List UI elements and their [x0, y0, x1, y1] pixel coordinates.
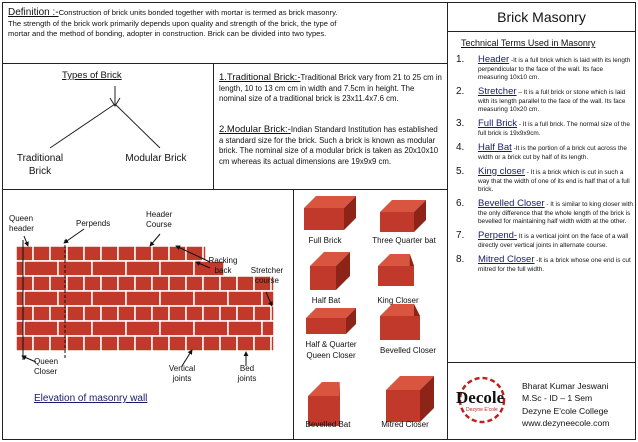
author-info — [522, 380, 609, 430]
logo — [452, 374, 516, 430]
modular-label: 2.Modular Brick:- — [219, 124, 291, 135]
logo-text: Decole — [456, 388, 505, 407]
author-college: Dezyne E'cole College — [522, 405, 609, 416]
label-queen-closer: Queen Closer — [34, 357, 59, 377]
modular-body: Indian Standard Institution has established a standard size for the brick. Such a brick is known as modular brick. The nominal size of a modular brick is taken as 20x10x10 cm whereas its actual dimensions are 19x9x9 cm. — [219, 125, 439, 166]
cap-three-quarter: Three Quarter bat — [372, 236, 436, 245]
cap-full-brick: Full Brick — [308, 236, 342, 245]
types-heading: Types of Brick — [62, 70, 122, 81]
term-num: 4. — [456, 141, 465, 153]
term-num: 3. — [456, 118, 465, 130]
term-num: 7. — [456, 229, 465, 241]
term-text: -It is a full brick which is laid with its length perpendicular to the face of the wall. Its face measuring 10x10 cm. — [478, 57, 631, 82]
terms-heading: Technical Terms Used in Masonry — [461, 38, 596, 48]
cap-bevelled-closer: Bevelled Closer — [379, 346, 437, 355]
term-name: Header — [478, 54, 510, 65]
wall-caption: Elevation of masonry wall — [34, 393, 148, 404]
mitred-closer-shape — [386, 376, 434, 422]
cap-king-closer: King Closer — [377, 296, 419, 305]
cap-half-bat: Half Bat — [311, 296, 341, 305]
definition-line3: mortar and the method of bonding, adopter in construction. — [8, 28, 206, 38]
term-num: 6. — [456, 197, 465, 209]
page-title: Brick Masonry — [497, 9, 586, 25]
cap-mitred-closer: Mitred Closer — [381, 420, 429, 429]
term-name: Perpend- — [478, 229, 518, 241]
traditional-label: 1.Traditional Brick:- — [219, 72, 301, 83]
term-item — [456, 198, 634, 227]
term-text: – It is a full brick or stone which is laid with its length parallel to the face of the wall. Its face measuring 10x20 cm. — [478, 89, 626, 114]
wall-leader-lines — [0, 0, 300, 442]
term-name: Half Bat — [478, 141, 512, 153]
cap-half-queen: Half & Quarter Queen Closer — [305, 340, 357, 360]
term-name: King closer — [478, 165, 525, 177]
term-item — [456, 54, 634, 83]
half-bat-shape — [310, 252, 350, 290]
author-website: www.dezyneecole.com — [522, 418, 610, 429]
terms-list — [456, 54, 634, 278]
term-text: It is a vertical joint on the face of a wall directly over vertical joints in alternate course. — [478, 232, 629, 249]
term-num: 1. — [456, 54, 465, 65]
label-stretcher-course: Stretcher course — [250, 266, 284, 286]
term-text: -It is a brick whose one end is cut mitred for the full width. — [478, 256, 631, 273]
full-brick-shape — [304, 196, 356, 230]
logo-subtext: Dezyne E'cole — [466, 407, 498, 413]
definition-line4: Brick can be divided into two types. — [207, 28, 327, 38]
term-num: 2. — [456, 86, 465, 98]
term-name: Mitred Closer — [478, 253, 535, 265]
term-num: 5. — [456, 165, 465, 177]
term-item — [456, 254, 634, 274]
term-name: Full Brick — [478, 118, 518, 130]
definition-line1: Construction of brick units bonded together with mortar is termed as brick masonry. — [58, 8, 338, 17]
term-item — [456, 230, 634, 250]
term-item — [456, 118, 634, 138]
definition-line2: The strength of the brick work primarily depends upon quality and strength of the brick, the type of — [8, 19, 337, 28]
label-vertical-joints: Vertical joints — [168, 364, 196, 384]
term-text: - It is a full brick. The normal size of the full brick is 19x9x9cm. — [478, 121, 630, 138]
bevelled-closer-shape — [380, 304, 420, 340]
author-name: Bharat Kumar Jeswani — [522, 381, 609, 391]
types-left: Traditional Brick — [16, 153, 64, 177]
term-item — [456, 86, 634, 115]
term-text: - It is similar to king closer with the only difference that the whole length of the brick is bevelled for maintaining half width width at the other. — [478, 200, 633, 226]
definition-label: Definition :- — [8, 7, 59, 18]
king-closer-shape — [378, 254, 414, 286]
term-num: 8. — [456, 253, 465, 265]
author-course: M.Sc - ID – 1 Sem — [522, 393, 593, 404]
term-name: Bevelled Closer — [478, 197, 545, 209]
term-name: Stretcher — [478, 86, 517, 98]
cap-bevelled-bat: Bevelled Bat — [305, 420, 351, 429]
label-queen-header: Queen header — [9, 214, 34, 234]
label-racking-back: Racking back — [208, 256, 238, 276]
term-text: - It is a brick which is cut in such a way that the width of one of its end is half that of a full brick. — [478, 168, 630, 194]
three-quarter-bat-shape — [380, 200, 426, 232]
half-quarter-queen-closer-shape — [306, 308, 356, 334]
term-item — [456, 142, 634, 162]
label-bed-joints: Bed joints — [237, 364, 257, 384]
label-header-course: Header Course — [146, 210, 173, 230]
label-perpends: Perpends — [76, 219, 111, 228]
term-item — [456, 166, 634, 195]
term-text: -It is the portion of a brick cut across the width or a brick cut by half of its length. — [478, 144, 627, 162]
brick-gallery — [294, 190, 447, 440]
traditional-body: Traditional Brick vary from 21 to 25 cm in length, 10 to 13 cm cm in width and 7.5cm in height. The nominal size of a traditional brick is 23x11.4x7.6 cm. — [219, 73, 442, 104]
types-right: Modular Brick — [125, 153, 187, 164]
